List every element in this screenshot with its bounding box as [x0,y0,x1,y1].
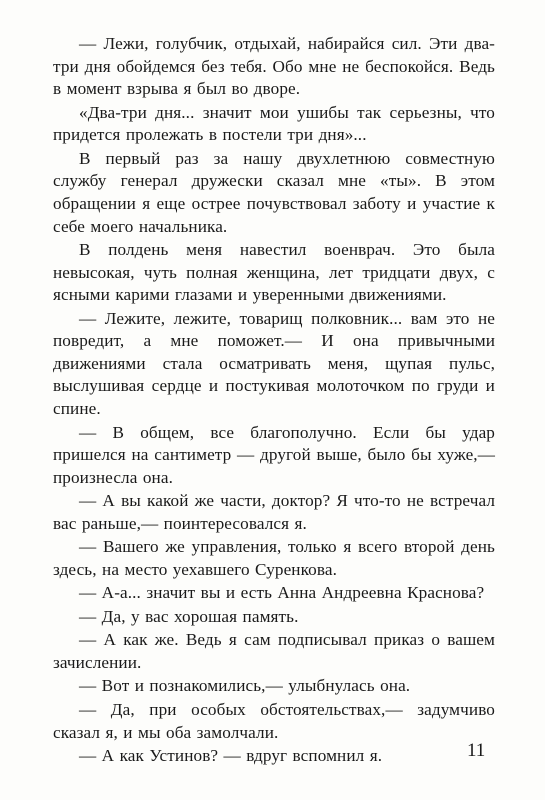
paragraph: «Два-три дня... значит мои ушибы так серьезны, что придется пролежать в постели три дня»... [53,102,495,145]
page-body-text [53,33,495,768]
paragraph: — Да, при особых обстоятельствах,— задумчиво сказал я, и мы оба замолчали. [53,699,495,742]
paragraph: — Да, у вас хорошая память. [79,606,299,626]
paragraph: — Вот и познакомились,— улыбнулась она. [79,676,411,696]
page-number: 11 [467,740,486,761]
paragraph: — А как же. Ведь я сам подписывал приказ о вашем зачислении. [53,630,495,672]
paragraph: В первый раз за нашу двухлетнюю совместную службу генерал дружески сказал мне «ты». В этом обращении я еще острее почувствовал заботу и участие к себе моего начальника. [53,148,495,236]
paragraph: В полдень меня навестил военврач. Это была невысокая, чуть полная женщина, лет тридцати двух, с ясными карими глазами и уверенными движениями. [53,240,495,305]
paragraph: — Лежите, лежите, товарищ полковник... вам это не повредит, а мне поможет.— И она привычными движениями стала осматривать меня, щупая пульс, выслушивая сердце и постукивая молоточком по груди и спине. [53,308,495,419]
paragraph: — А вы какой же части, доктор? Я что-то не встречал вас раньше,— поинтересовался я. [53,491,495,533]
paragraph: — Вашего же управления, только я всего второй день здесь, на место уехавшего Суренкова. [53,537,495,579]
paragraph: — А-а... значит вы и есть Анна Андреевна Краснова? [79,583,485,603]
paragraph: — В общем, все благополучно. Если бы удар пришелся на сантиметр — другой выше, было бы хуже,— произнесла она. [53,422,495,487]
paragraph: — А как Устинов? — вдруг вспомнил я. [79,745,383,765]
paragraph: — Лежи, голубчик, отдыхай, набирайся сил. Эти два-три дня обойдемся без тебя. Обо мне не беспокойся. Ведь в момент взрыва я был во дворе. [53,34,495,99]
